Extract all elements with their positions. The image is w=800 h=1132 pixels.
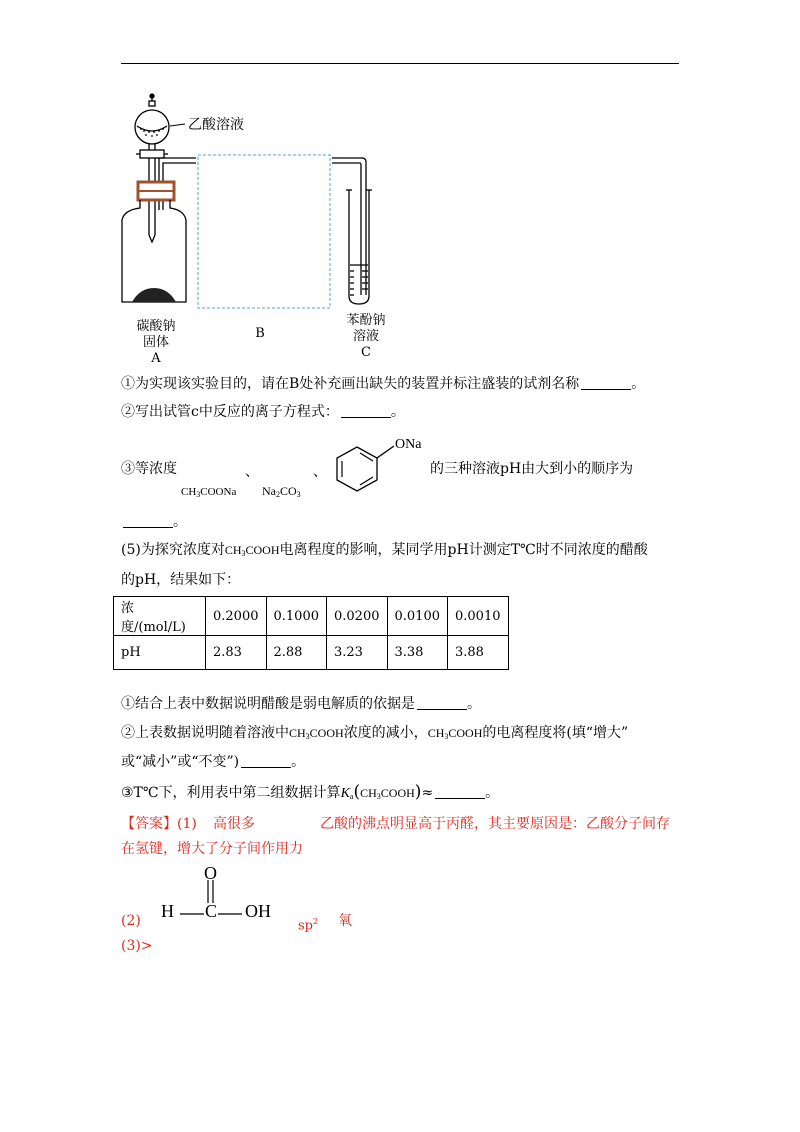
statement-1: ①结合上表中数据说明醋酸是弱电解质的依据是 。 (121, 696, 481, 712)
sodium-carbonate-solid (132, 288, 176, 302)
label-c-line2: 溶液 (352, 329, 379, 344)
label-c (336, 313, 396, 361)
table-cell: 0.0200 (327, 597, 388, 636)
ona-label: ONa (395, 437, 422, 452)
table-cell: 2.88 (266, 636, 327, 670)
table-cell: 3.38 (387, 636, 448, 670)
chem-ch3cooh: $CH_3COOH$ (360, 786, 415, 801)
table-cell: 0.2000 (206, 597, 267, 636)
table-cell: 3.88 (448, 636, 509, 670)
formula-o: O (204, 863, 217, 883)
table-cell: 0.1000 (266, 597, 327, 636)
bottle-a (122, 200, 186, 302)
formula-oh: OH (245, 901, 271, 921)
answer-1-reason: 乙酸的沸点明显高于丙醛，其主要原因是：乙酸分子间存 (320, 816, 670, 832)
table-cell: 0.0010 (448, 597, 509, 636)
label-c-letter: C (361, 345, 371, 360)
question-1: ①为实现该实验目的，请在B处补充画出缺失的装置并标注盛装的试剂名称 。 (121, 376, 646, 392)
answer-blank (241, 754, 291, 768)
test-tube-c (346, 190, 372, 304)
formula-h: H (161, 901, 174, 921)
label-a-letter: A (151, 351, 161, 366)
question-3-sep2: 、 (313, 464, 327, 480)
table-row (114, 597, 509, 636)
formic-acid-structure (160, 862, 290, 932)
chem-na2co3: $Na_2CO_3$ (262, 484, 301, 499)
separating-funnel (135, 94, 169, 242)
part5-intro: (5)为探究浓度对$CH_3COOH$电离程度的影响，某同学用pH计测定T℃时不同浓度的醋酸 (121, 542, 648, 558)
question-3-prefix: ③等浓度 (121, 461, 177, 477)
answer-blank (417, 696, 467, 710)
table-cell: 3.23 (327, 636, 388, 670)
answer-1-reason-line2: 在氢键，增大了分子间作用力 (121, 841, 303, 857)
statement-2-line2: 或“减小”或“不变”) 。 (121, 754, 306, 770)
label-a-line2: 固体 (142, 335, 169, 350)
answer-blank (435, 785, 485, 799)
table-header-label: 浓度/(mol/L) (114, 597, 206, 636)
answer-2-element: 氧 (338, 913, 352, 929)
answer-2-num: (2) (121, 913, 141, 929)
answer-blank (341, 404, 391, 418)
chem-ch3coona: $CH_3COONa$ (181, 486, 237, 499)
apparatus-diagram (110, 90, 530, 340)
answer-2-sp: $sp^2$ (298, 917, 319, 934)
answer-3: (3)> (121, 938, 153, 954)
table-cell: 2.83 (206, 636, 267, 670)
question-3-suffix: 的三种溶液pH由大到小的顺序为 (430, 461, 634, 477)
answer-blank (123, 514, 173, 528)
header-rule (121, 63, 679, 64)
chem-ch3cooh: $CH_3COOH$ (289, 726, 344, 741)
formula-c: C (205, 901, 218, 921)
label-a-line1: 碳酸钠 (136, 319, 176, 334)
label-b: B (255, 326, 265, 341)
answer-1-text: 高很多 (213, 816, 255, 832)
label-a (126, 319, 186, 367)
question-2: ②写出试管c中反应的离子方程式： 。 (121, 404, 405, 420)
ph-table (113, 596, 509, 670)
statement-3: ③T℃下，利用表中第二组数据计算$K_a(CH_3COOH)\approx$ 。 (121, 782, 500, 802)
answer-blank (581, 376, 631, 390)
part5-intro-line2: 的pH，结果如下： (121, 572, 241, 588)
statement-2: ②上表数据说明随着溶液中$CH_3COOH$浓度的减小，$CH_3COOH$的电离程度将(填“增大” (121, 725, 629, 741)
question-3-answer-line: 。 (121, 513, 187, 531)
chem-ch3cooh: $CH_3COOH$ (224, 543, 280, 558)
chem-ch3cooh: $CH_3COOH$ (427, 726, 483, 741)
funnel-label: 乙酸溶液 (188, 117, 244, 133)
table-cell: 0.0100 (387, 597, 448, 636)
answer-line-1: 【答案】(1) (121, 816, 197, 832)
table-row (114, 636, 509, 670)
label-c-line1: 苯酚钠 (346, 313, 386, 328)
table-row-label: pH (114, 636, 206, 670)
question-3-sep1: 、 (245, 464, 259, 480)
placeholder-box-b (198, 155, 330, 308)
